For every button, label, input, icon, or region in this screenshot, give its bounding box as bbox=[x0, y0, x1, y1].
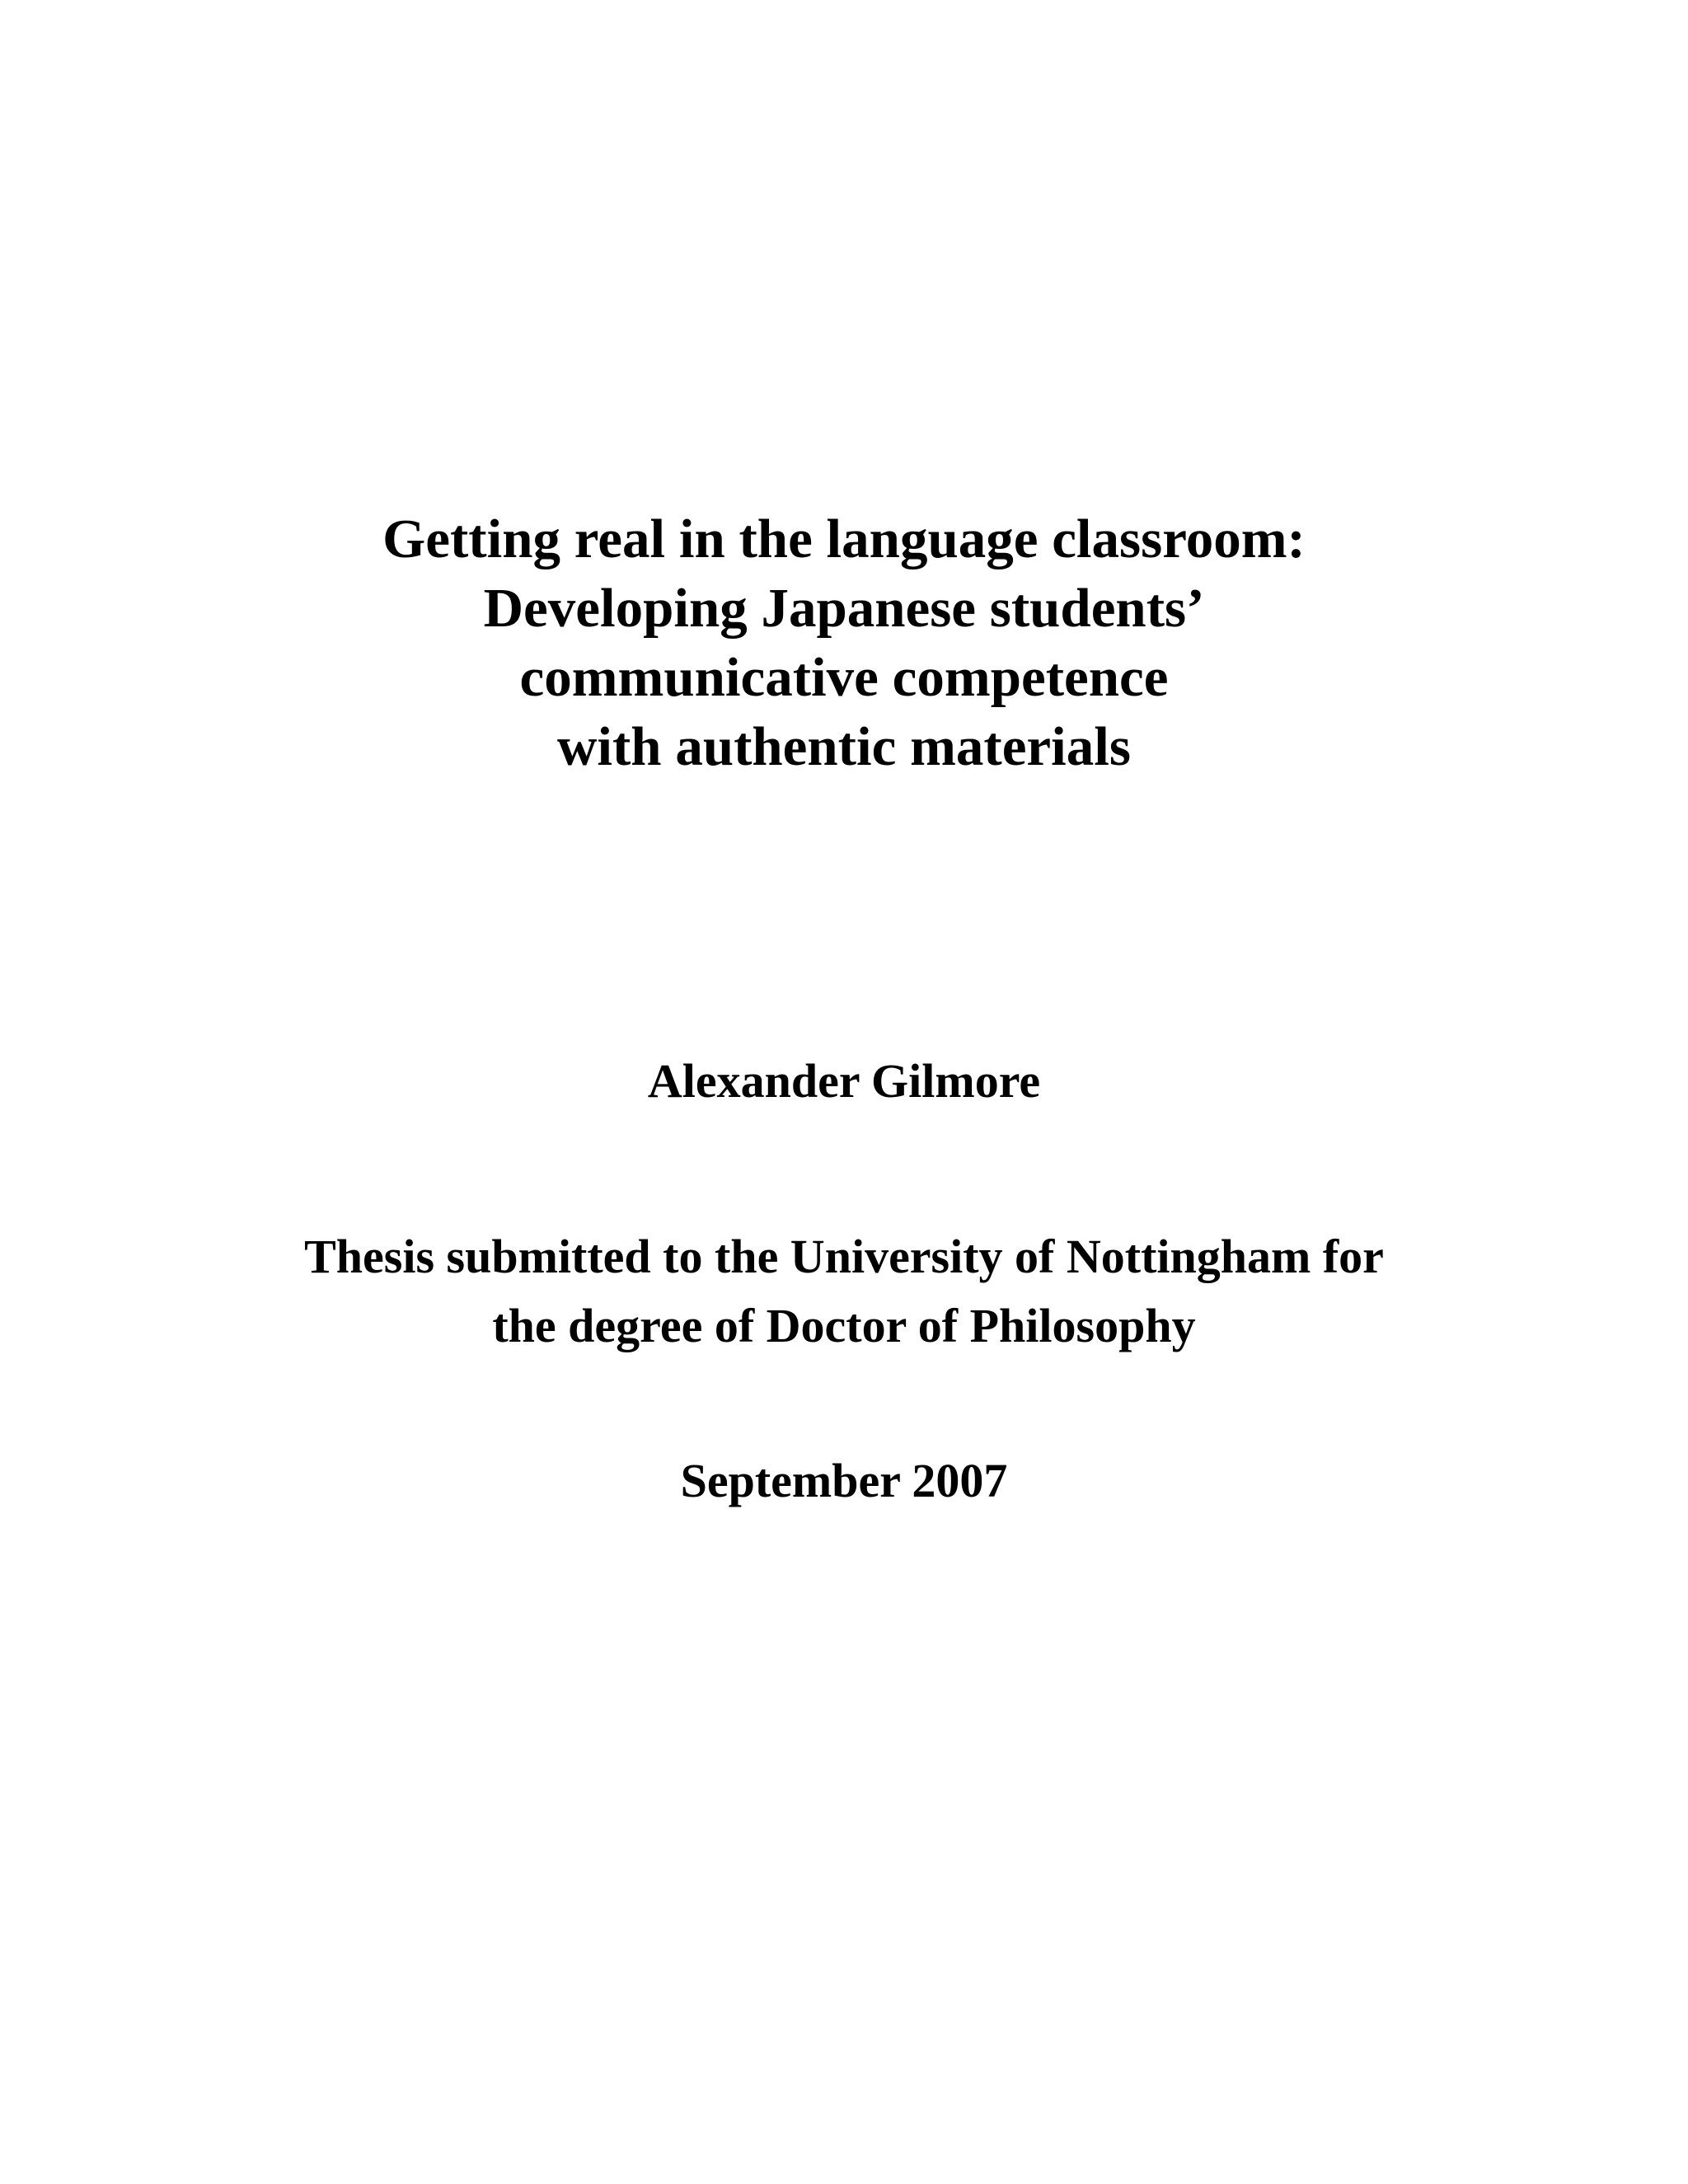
submission-line: the degree of Doctor of Philosophy bbox=[492, 1299, 1196, 1352]
title-line: Developing Japanese students’ bbox=[483, 578, 1205, 639]
submission-line: Thesis submitted to the University of Nottingham for bbox=[304, 1230, 1384, 1283]
title-line: with authentic materials bbox=[557, 716, 1131, 777]
submission-date bbox=[0, 1452, 1688, 1510]
submission-statement bbox=[0, 1222, 1688, 1361]
date-line: September 2007 bbox=[680, 1454, 1008, 1507]
thesis-title bbox=[0, 504, 1688, 781]
author-name bbox=[0, 1052, 1688, 1110]
title-line: communicative competence bbox=[519, 647, 1169, 708]
title-line: Getting real in the language classroom: bbox=[382, 509, 1306, 569]
author-line: Alexander Gilmore bbox=[647, 1054, 1041, 1108]
